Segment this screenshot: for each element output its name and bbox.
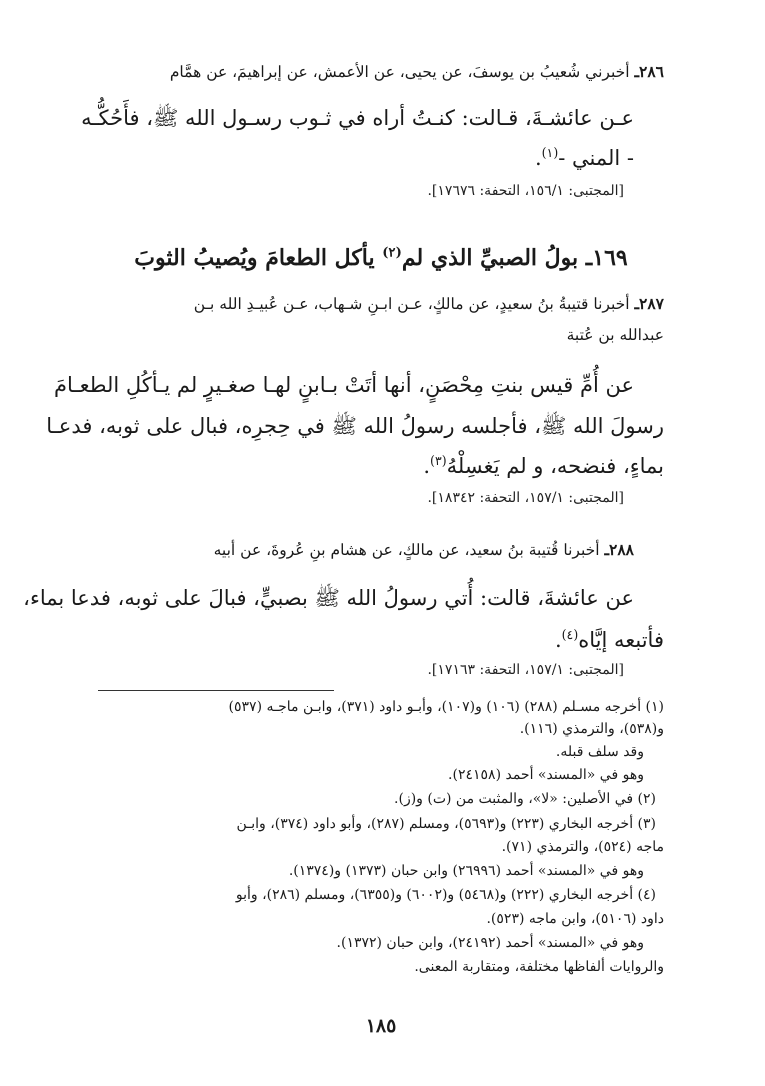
hadith-286-matn-line: عـن عائشـةَ، قـالت: كنـتُ أراه في ثـوب رسـول الله ﷺ، فأَحُكُّـه xyxy=(81,106,634,130)
hadith-287-matn-line: عن أُمِّ قيس بنتِ مِحْصَنٍ، أنها أتَتْ بـابنٍ لهـا صغـيرٍ لم يـأكُلِ الطعـامَ xyxy=(54,373,634,397)
matn-text: فأتبعه إيَّاه xyxy=(578,628,664,652)
hadith-287-isnad-cont: عبدالله بن عُتبة xyxy=(566,326,664,344)
footnote-separator xyxy=(98,690,334,691)
hadith-287-matn-line: رسولَ الله ﷺ، فأجلسه رسولُ الله ﷺ في حِجرِه، فبال على ثوبه، فدعـا xyxy=(46,414,664,438)
hadith-288-reference: [المجتبى: ١٥٧/١، التحفة: ١٧١٦٣]. xyxy=(427,662,624,678)
footnote-line: وهو في «المسند» أحمد (٢٤١٩٢)، وابن حبان (١٣٧٢). xyxy=(336,935,644,951)
footnote-marker: (٣) xyxy=(430,453,447,468)
footnote-line: وهو في «المسند» أحمد (٢٦٩٩٦) وابن حبان (١٣٧٣) و(١٣٧٤). xyxy=(288,863,644,879)
hadith-288-matn-line: عن عائشةَ، قالت: أُتي رسولُ الله ﷺ بصبيٍّ، فبالَ على ثوبه، فدعا بماء، xyxy=(23,586,634,610)
footnote-line: وقد سلف قبله. xyxy=(555,744,644,760)
chapter-heading xyxy=(98,245,664,271)
footnote-line: (٣) أخرجه البخاري (٢٢٣) و(٥٦٩٣)، ومسلم (٢٨٧)، وأبو داود (٣٧٤)، وابـن xyxy=(236,816,656,832)
hadith-286-matn-line: - المني -$^{(١)}$. xyxy=(534,145,634,170)
hadith-286-isnad xyxy=(98,62,664,81)
footnote-marker: (١) xyxy=(541,145,559,160)
footnote-marker: (٢) xyxy=(382,245,402,261)
chapter-title-rest: يأكل الطعامَ ويُصيبُ الثوبَ xyxy=(134,245,383,271)
hadith-287-isnad xyxy=(98,294,664,313)
hadith-number: ٢٨٧ـ xyxy=(634,294,664,313)
hadith-number: ٢٨٦ـ xyxy=(634,62,664,81)
footnote-line: (٤) أخرجه البخاري (٢٢٢) و(٥٤٦٨) و(٦٠٠٢) و(٦٣٥٥)، ومسلم (٢٨٦)، وأبو xyxy=(235,887,656,903)
book-page xyxy=(23,40,664,1080)
footnote-line: داود (٥١٠٦)، وابن ماجه (٥٢٣). xyxy=(486,911,664,927)
footnote-line: (١) أخرجه مسـلم (٢٨٨) (١٠٦) و(١٠٧)، وأبـو داود (٣٧١)، وابـن ماجـه (٥٣٧) xyxy=(228,699,664,715)
isnad-text: أخبرنا قتيبةُ بنُ سعيدٍ، عن مالكٍ، عـن ابـنِ شـهاب، عـن عُبيـدِ الله بـن xyxy=(193,295,630,313)
footnote-line: والروايات ألفاظها مختلفة، ومتقاربة المعنى. xyxy=(414,959,664,975)
footnote-line: ماجه (٥٢٤)، والترمذي (٧١). xyxy=(501,839,664,855)
hadith-number: ٢٨٨ـ xyxy=(604,540,634,559)
isnad-text: أخبرني شُعيبُ بن يوسفَ، عن يحيى، عن الأعمش، عن إبراهيمَ، عن همَّام xyxy=(169,63,630,81)
footnote-line: وهو في «المسند» أحمد (٢٤١٥٨). xyxy=(448,767,644,783)
footnote-marker: (٤) xyxy=(561,627,579,642)
page-number: ١٨٥ xyxy=(365,1015,397,1037)
matn-text: بماءٍ، فنضحه، و لم يَغسِلْهُ xyxy=(446,454,664,478)
hadith-288-matn-line: فأتبعه إيَّاه$^{(٤)}$. xyxy=(554,627,664,652)
chapter-title: ١٦٩ـ بولُ الصبيِّ الذي لم xyxy=(401,245,628,271)
matn-text: - المني - xyxy=(558,146,634,170)
isnad-text: أخبرنا قُتيبة بنُ سعيد، عن مالكٍ، عن هشام بنِ عُروةَ، عن أبيه xyxy=(213,541,600,559)
hadith-287-reference: [المجتبى: ١٥٧/١، التحفة: ١٨٣٤٢]. xyxy=(427,490,624,506)
hadith-286-reference: [المجتبى: ١٥٦/١، التحفة: ١٧٦٧٦]. xyxy=(427,183,624,199)
footnote-line: و(٥٣٨)، والترمذي (١١٦). xyxy=(519,721,664,737)
hadith-288-isnad xyxy=(98,540,634,559)
footnote-line: (٢) في الأصلين: «لا»، والمثبت من (ت) و(ز). xyxy=(394,791,656,807)
hadith-287-matn-line: بماءٍ، فنضحه، و لم يَغسِلْهُ$^{(٣)}$. xyxy=(423,453,664,478)
